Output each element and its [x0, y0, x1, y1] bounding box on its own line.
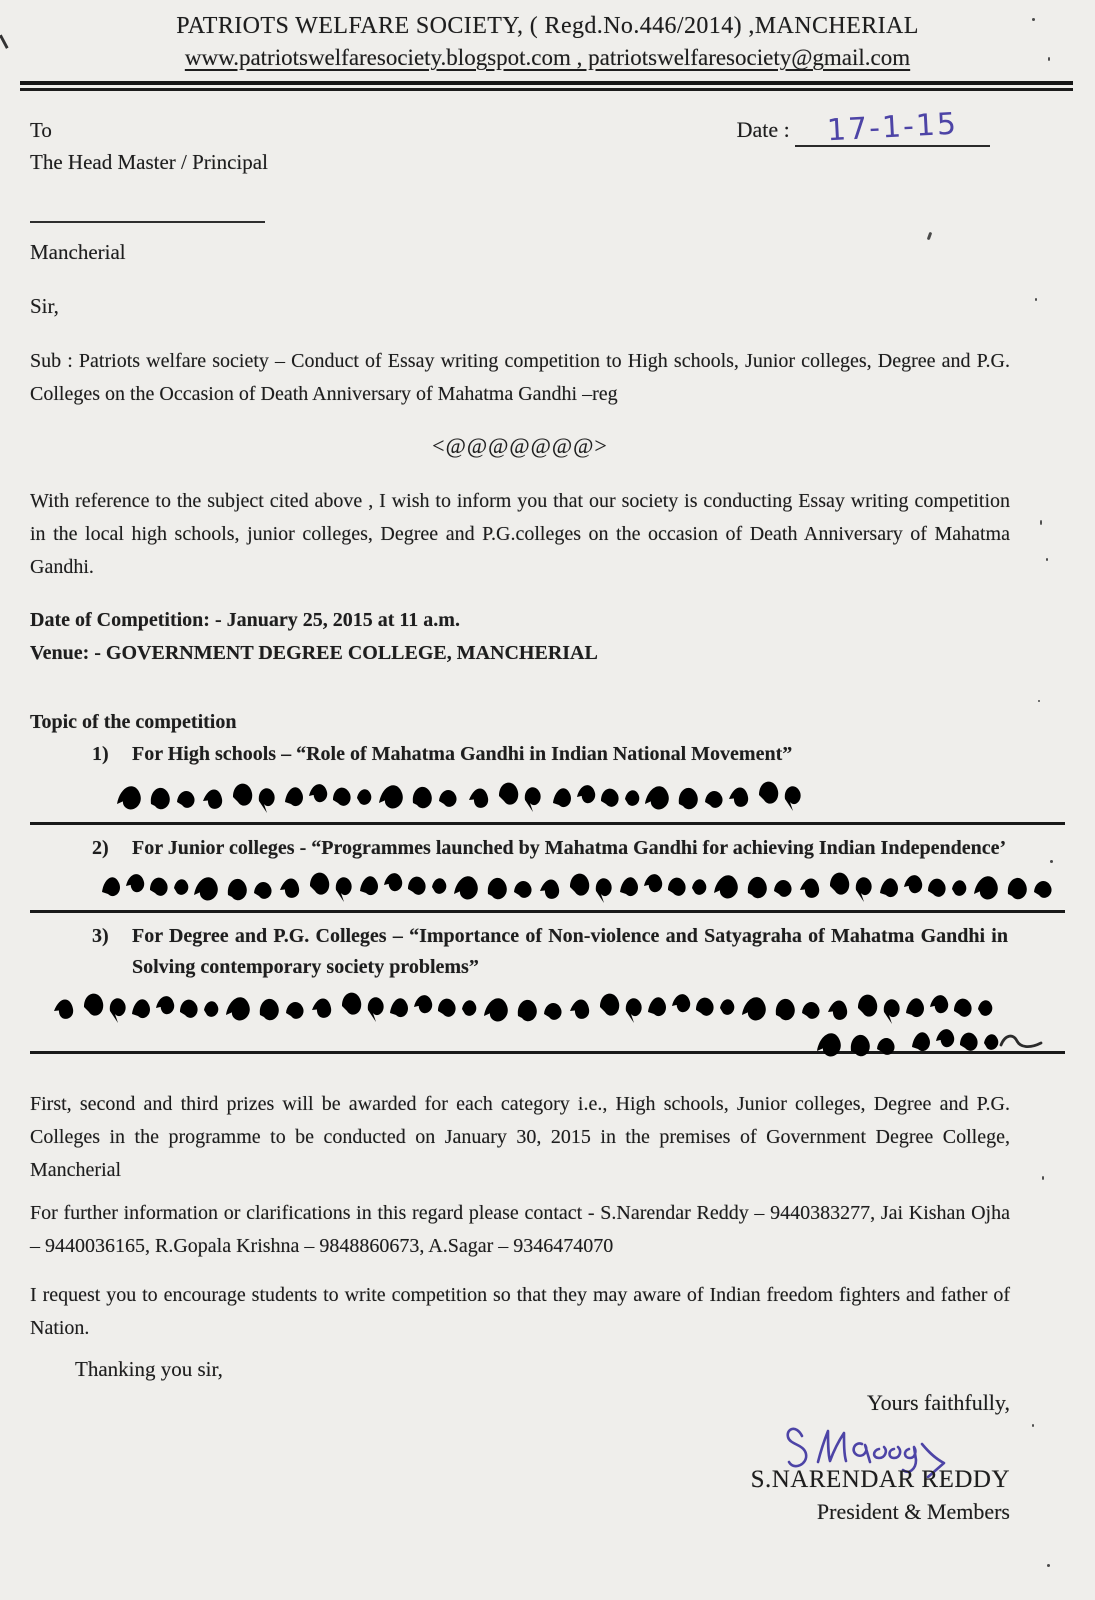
city-line: Mancherial: [30, 240, 126, 264]
telugu-handwriting-3-line2: [815, 1019, 1050, 1061]
date-label: Date :: [736, 117, 790, 142]
scan-artifact: [1047, 1564, 1050, 1567]
signer-name: S.NARENDAR REDDY: [750, 1466, 1010, 1493]
venue-line: Venue: - GOVERNMENT DEGREE COLLEGE, MANCHERIAL: [30, 642, 598, 664]
to-label: To: [30, 118, 52, 142]
topic-item-2-text: For Junior colleges - “Programmes launched by Mahatma Gandhi for achieving Indian Independence’: [132, 837, 1007, 859]
blank-address-line: [30, 221, 265, 223]
scan-artifact: [1035, 298, 1037, 301]
topic-item-2: [30, 833, 1010, 864]
scan-artifact: [1038, 700, 1040, 702]
telugu-transcription-2: [30, 908, 31, 909]
topic-item-3: [30, 921, 1010, 983]
scan-artifact: [1042, 1176, 1044, 1180]
telugu-transcription-1: [30, 820, 31, 821]
topic-divider-3: [30, 1051, 1065, 1054]
prizes-paragraph: First, second and third prizes will be awarded for each category i.e., High schools, Junior colleges, Degree and P.G. Colleges in the programme to be conducted on January 30, 2015 in the premises of Government Degree College, Mancherial: [30, 1093, 1010, 1181]
scan-artifact: [1048, 57, 1050, 61]
topic-item-2-number: 2): [92, 837, 109, 859]
date-underline: [795, 106, 990, 149]
topic-divider-1: [30, 822, 1065, 825]
competition-date-line: Date of Competition: - January 25, 2015 at 11 a.m.: [30, 609, 460, 631]
separator-mark: <@@@@@@@>: [432, 433, 608, 458]
topic-item-1-number: 1): [92, 743, 109, 765]
society-title: PATRIOTS WELFARE SOCIETY, ( Regd.No.446/2014) ,MANCHERIAL: [176, 13, 919, 39]
thanking-line: Thanking you sir,: [75, 1357, 223, 1381]
subject-paragraph: Sub : Patriots welfare society – Conduct of Essay writing competition to High schools, Junior colleges, Degree and P.G. Colleges on the Occasion of Death Anniversary of Mahatma Gandhi –reg: [30, 350, 1010, 405]
signature-transcription: [952, 1420, 953, 1421]
signer-title: President & Members: [816, 1499, 1010, 1524]
valediction: Yours faithfully,: [866, 1390, 1010, 1415]
salutation: Sir,: [30, 294, 59, 318]
scan-artifact: [1046, 558, 1048, 561]
contact-paragraph: For further information or clarifications in this regard please contact - S.Narendar Reddy – 9440383277, Jai Kishan Ojha – 9440036165, R.Gopala Krishna – 9848860673, A.Sagar – 9346474070: [30, 1202, 1010, 1257]
scan-artifact: [1032, 1424, 1034, 1427]
telugu-transcription-3: [30, 1061, 31, 1062]
request-paragraph: I request you to encourage students to write competition so that they may aware of Indian freedom fighters and father of Nation.: [30, 1284, 1010, 1339]
header-divider: [20, 81, 1073, 91]
topic-item-1: [30, 739, 1010, 770]
topic-item-1-text: For High schools – “Role of Mahatma Gandhi in Indian National Movement”: [132, 743, 793, 765]
topic-heading: Topic of the competition: [30, 711, 237, 733]
letterhead: [0, 0, 1095, 72]
society-contacts: www.patriotswelfaresociety.blogspot.com , patriotswelfaresociety@gmail.com: [184, 45, 911, 70]
scan-artifact: [1040, 520, 1042, 525]
intro-paragraph: With reference to the subject cited above , I wish to inform you that our society is conducting Essay writing competition in the local high schools, junior colleges, Degree and P.G.colleges on the occasion of Death Anniversary of Mahatma Gandhi.: [30, 490, 1010, 578]
handwritten-date: 17-1-15: [826, 106, 959, 149]
scan-artifact: [1032, 18, 1035, 21]
telugu-handwriting-1: [115, 774, 815, 820]
recipient-line: The Head Master / Principal: [30, 150, 268, 174]
scan-artifact: [1050, 860, 1053, 863]
date-block: [736, 106, 990, 149]
telugu-handwriting-2: [100, 864, 1060, 908]
topic-divider-2: [30, 910, 1065, 913]
closing-block: [30, 1388, 1010, 1527]
topic-item-3-number: 3): [92, 925, 109, 947]
topic-item-3-text: For Degree and P.G. Colleges – “Importance of Non-violence and Satyagraha of Mahatma Gandhi in Solving contemporary society problems”: [132, 925, 1008, 978]
